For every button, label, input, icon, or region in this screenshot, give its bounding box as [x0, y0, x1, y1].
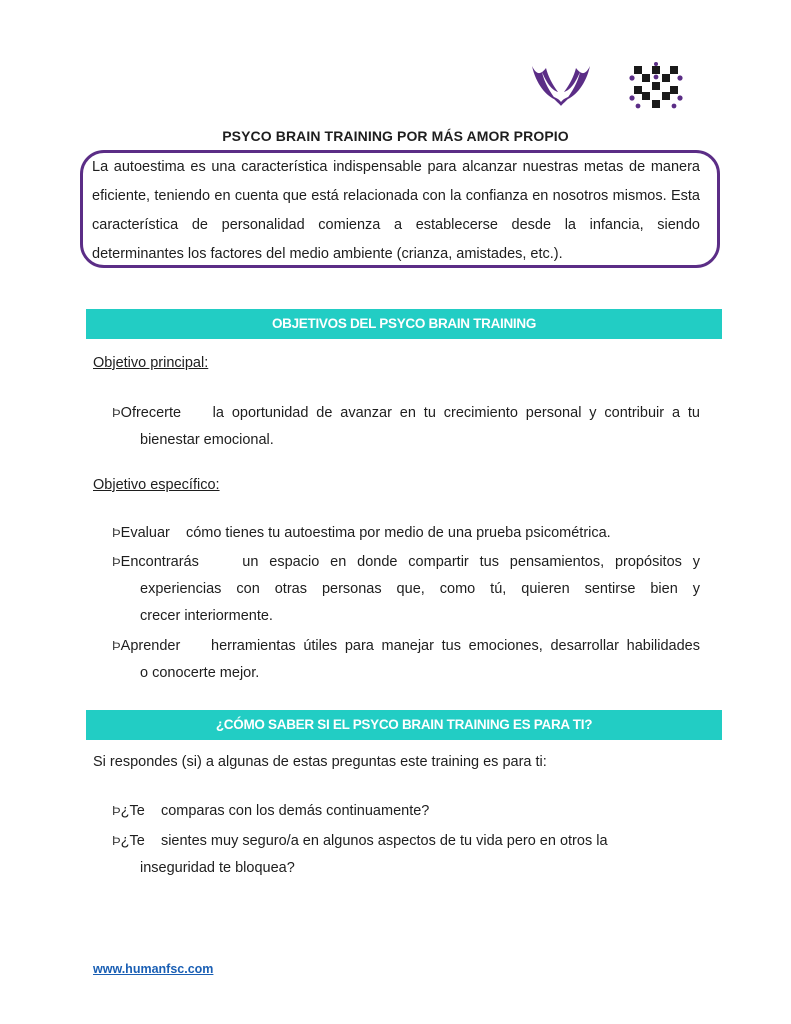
fit-intro: Si respondes (si) a algunas de estas preguntas este training es para ti:: [93, 754, 547, 770]
fit-heading: ¿CÓMO SABER SI EL PSYCO BRAIN TRAINING ES PARA TI?: [86, 710, 722, 740]
list-item: [112, 548, 700, 630]
list-item-text: Ofrecerte la oportunidad de avanzar en tu crecimiento personal y contribuir a tu: [120, 405, 700, 421]
list-item-text: Encontrarás un espacio en donde compartir tus pensamientos, propósitos y: [120, 554, 700, 570]
arrow-bullet-icon: Þ: [112, 638, 121, 653]
arrow-bullet-icon: Þ: [112, 405, 121, 420]
list-item: [112, 519, 700, 547]
arrow-bullet-icon: Þ: [112, 525, 121, 540]
list-item-text: bienestar emocional.: [140, 432, 274, 448]
list-item: [112, 632, 700, 687]
arrow-bullet-icon: Þ: [112, 554, 121, 569]
arrow-bullet-icon: Þ: [112, 833, 121, 848]
list-item-text: Aprender herramientas útiles para manejar tus emociones, desarrollar habilidades: [120, 638, 700, 654]
specific-objective-label: Objetivo específico:: [93, 477, 220, 493]
list-item: [112, 797, 700, 825]
list-item-text: ¿Te sientes muy seguro/a en algunos aspectos de tu vida pero en otros la: [120, 833, 608, 849]
objectives-heading: OBJETIVOS DEL PSYCO BRAIN TRAINING: [86, 309, 722, 339]
list-item-text: ¿Te comparas con los demás continuamente?: [120, 803, 430, 819]
list-item-text: experiencias con otras personas que, como tú, quieren sentirse bien y: [140, 581, 700, 597]
page-title: PSYCO BRAIN TRAINING POR MÁS AMOR PROPIO: [222, 128, 569, 144]
list-item: [112, 399, 700, 454]
list-item: [112, 827, 700, 882]
pattern-logo: [628, 62, 684, 112]
list-item-text: inseguridad te bloquea?: [140, 860, 295, 876]
list-item-text: o conocerte mejor.: [140, 665, 260, 681]
main-objective-label: Objetivo principal:: [93, 355, 209, 371]
intro-paragraph: La autoestima es una característica indispensable para alcanzar nuestras metas de manera eficiente, teniendo en cuenta que está relacionada con la confianza en nosotros mismos. Esta característica de personalidad comienza a establecerse desde la infancia, siendo determinantes los factores del medio ambiente (crianza, amistades, etc.).: [92, 159, 700, 262]
list-item-text: crecer interiormente.: [140, 608, 273, 624]
arrow-bullet-icon: Þ: [112, 803, 121, 818]
wings-logo: [530, 62, 592, 108]
list-item-text: Evaluar cómo tienes tu autoestima por medio de una prueba psicométrica.: [120, 525, 611, 541]
website-link[interactable]: www.humanfsc.com: [93, 962, 214, 976]
